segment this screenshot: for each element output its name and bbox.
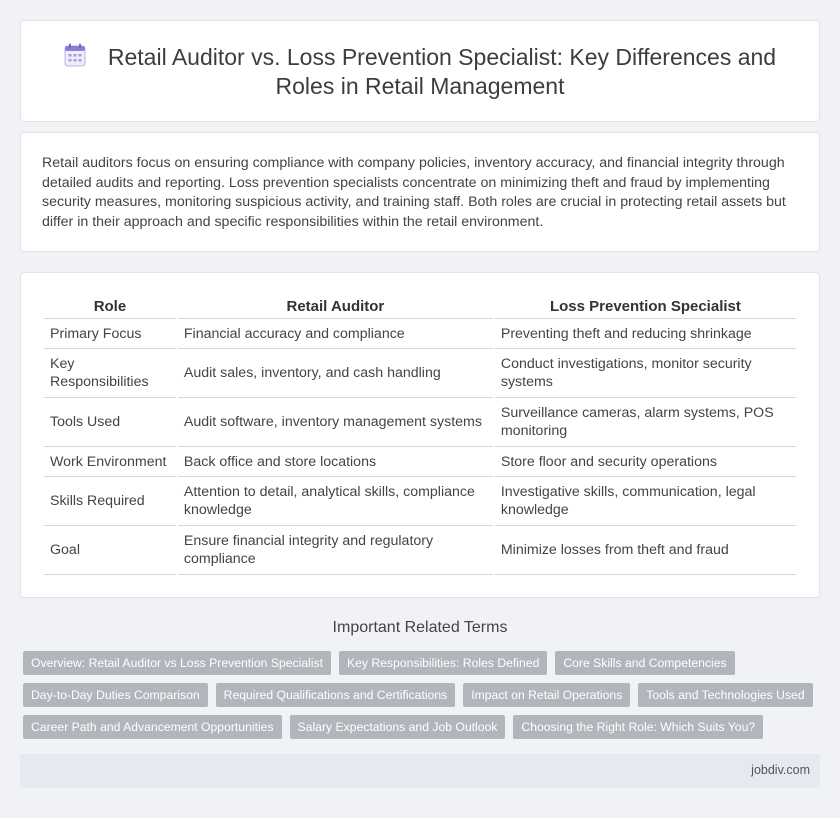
table-row (44, 319, 796, 349)
table-row (44, 526, 796, 575)
retail-auditor-cell: Ensure financial integrity and regulatory compliance (178, 526, 493, 575)
comparison-table (42, 295, 798, 575)
related-terms-heading: Important Related Terms (332, 619, 508, 636)
table-row (44, 477, 796, 526)
related-term-tag[interactable]: Required Qualifications and Certifications (216, 683, 456, 707)
table-header-row (44, 295, 796, 319)
table-row (44, 447, 796, 477)
page-title-text: Retail Auditor vs. Loss Prevention Specialist: Key Differences and Roles in Retail Management (107, 44, 777, 99)
related-term-tag[interactable]: Key Responsibilities: Roles Defined (339, 651, 547, 675)
comparison-card (20, 272, 820, 598)
intro-paragraph: Retail auditors focus on ensuring compliance with company policies, inventory accuracy, and financial integrity through detailed audits and reporting. Loss prevention specialists concentrate on minimizing theft and fraud by implementing security measures, monitoring suspicious activity, and training staff. Both roles are crucial in protecting retail assets but differ in their approach and specific responsibilities within the retail environment. (42, 155, 786, 230)
calendar-icon (64, 43, 86, 67)
loss-prevention-cell: Investigative skills, communication, legal knowledge (495, 477, 796, 526)
related-term-tag[interactable]: Career Path and Advancement Opportunities (23, 715, 282, 739)
related-terms-tags (23, 651, 803, 747)
loss-prevention-cell: Preventing theft and reducing shrinkage (495, 319, 796, 349)
retail-auditor-cell: Audit sales, inventory, and cash handling (178, 349, 493, 398)
related-term-tag[interactable]: Tools and Technologies Used (638, 683, 812, 707)
footer (20, 754, 820, 788)
table-row (44, 398, 796, 447)
loss-prevention-cell: Surveillance cameras, alarm systems, POS monitoring (495, 398, 796, 447)
row-label: Skills Required (44, 477, 176, 526)
footer-site-link[interactable]: jobdiv.com (751, 763, 810, 777)
header-role: Role (44, 295, 176, 319)
loss-prevention-cell: Conduct investigations, monitor security systems (495, 349, 796, 398)
related-term-tag[interactable]: Choosing the Right Role: Which Suits You? (513, 715, 763, 739)
intro-card (20, 132, 820, 252)
related-term-tag[interactable]: Core Skills and Competencies (555, 651, 734, 675)
title-card (20, 20, 820, 122)
table-row (44, 349, 796, 398)
loss-prevention-cell: Store floor and security operations (495, 447, 796, 477)
retail-auditor-cell: Audit software, inventory management systems (178, 398, 493, 447)
tag-row (23, 683, 803, 707)
loss-prevention-cell: Minimize losses from theft and fraud (495, 526, 796, 575)
related-term-tag[interactable]: Day-to-Day Duties Comparison (23, 683, 208, 707)
row-label: Work Environment (44, 447, 176, 477)
row-label: Primary Focus (44, 319, 176, 349)
header-retail-auditor: Retail Auditor (178, 295, 493, 319)
retail-auditor-cell: Financial accuracy and compliance (178, 319, 493, 349)
row-label: Goal (44, 526, 176, 575)
row-label: Key Responsibilities (44, 349, 176, 398)
retail-auditor-cell: Attention to detail, analytical skills, compliance knowledge (178, 477, 493, 526)
related-term-tag[interactable]: Overview: Retail Auditor vs Loss Prevention Specialist (23, 651, 331, 675)
tag-row (23, 651, 803, 675)
tag-row (23, 715, 803, 739)
page-title (51, 43, 789, 101)
header-loss-prevention: Loss Prevention Specialist (495, 295, 796, 319)
related-term-tag[interactable]: Impact on Retail Operations (463, 683, 630, 707)
row-label: Tools Used (44, 398, 176, 447)
related-term-tag[interactable]: Salary Expectations and Job Outlook (290, 715, 506, 739)
retail-auditor-cell: Back office and store locations (178, 447, 493, 477)
